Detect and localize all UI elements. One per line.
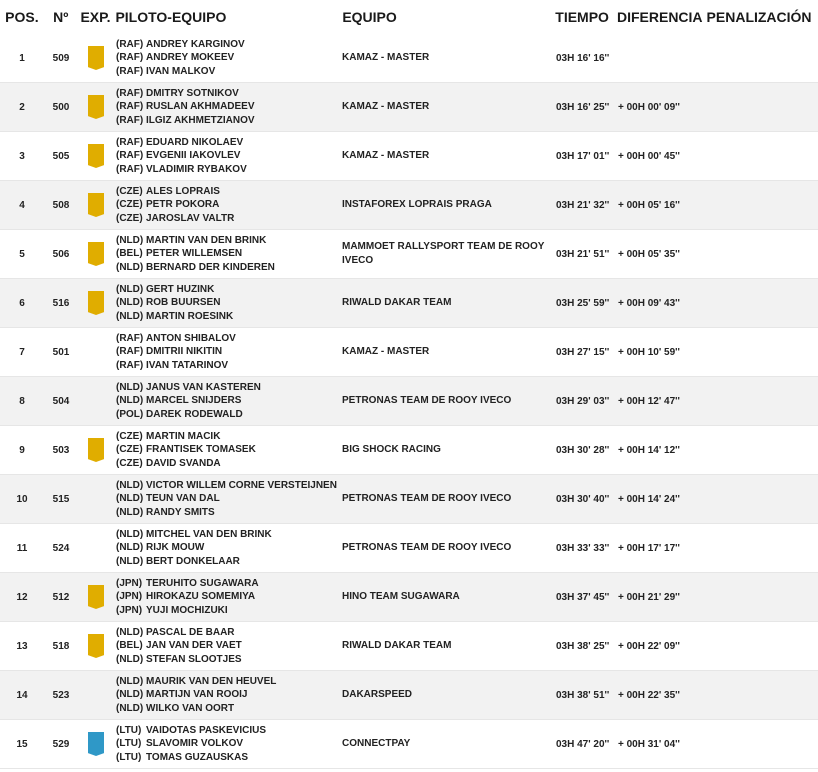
crew-member[interactable] bbox=[116, 247, 342, 261]
crew-nationality: (NLD) bbox=[116, 261, 144, 273]
crew-name: MARTIN MACIK bbox=[146, 430, 221, 442]
crew-name: VAIDOTAS PASKEVICIUS bbox=[146, 724, 267, 736]
row-exp bbox=[78, 144, 114, 168]
exp-flag-icon bbox=[88, 634, 104, 658]
crew-member[interactable] bbox=[116, 528, 342, 542]
row-team[interactable]: RIWALD DAKAR TEAM bbox=[342, 640, 452, 651]
row-difference: + 00H 17' 17'' bbox=[618, 542, 680, 554]
header-exp: EXP. bbox=[80, 9, 111, 25]
crew-name: RIJK MOUW bbox=[146, 542, 205, 554]
crew-member[interactable] bbox=[116, 198, 342, 212]
row-exp bbox=[78, 389, 114, 413]
crew-name: BERNARD DER KINDEREN bbox=[146, 261, 275, 273]
crew-name: ANDREY KARGINOV bbox=[146, 38, 245, 50]
row-number: 518 bbox=[52, 640, 70, 652]
crew-member[interactable] bbox=[116, 737, 342, 751]
row-position: 6 bbox=[19, 297, 25, 309]
crew-nationality: (JPN) bbox=[116, 604, 143, 616]
crew-nationality: (RAF) bbox=[116, 163, 144, 175]
header-pos: POS. bbox=[5, 9, 39, 25]
table-row[interactable] bbox=[0, 622, 818, 671]
crew-member[interactable] bbox=[116, 590, 342, 604]
crew-member[interactable] bbox=[116, 234, 342, 248]
row-team[interactable]: CONNECTPAY bbox=[342, 738, 411, 749]
crew-name: MARTIN VAN DEN BRINK bbox=[146, 234, 267, 246]
exp-flag-icon bbox=[88, 585, 104, 609]
exp-flag-icon bbox=[88, 46, 104, 70]
row-exp bbox=[78, 585, 114, 609]
row-difference: + 00H 22' 09'' bbox=[618, 640, 680, 652]
row-team[interactable]: KAMAZ - MASTER bbox=[342, 101, 430, 112]
table-row[interactable] bbox=[0, 671, 818, 720]
row-difference: + 00H 22' 35'' bbox=[618, 689, 680, 701]
row-number: 515 bbox=[52, 493, 70, 505]
crew-name: DAVID SVANDA bbox=[146, 457, 221, 469]
crew-member[interactable] bbox=[116, 443, 342, 457]
crew-nationality: (RAF) bbox=[116, 346, 144, 358]
crew-member[interactable] bbox=[116, 430, 342, 444]
crew-member[interactable] bbox=[116, 65, 342, 79]
crew-nationality: (RAF) bbox=[116, 359, 144, 371]
header-num: Nº bbox=[53, 9, 69, 25]
crew-name: PETR POKORA bbox=[146, 199, 220, 211]
crew-member[interactable] bbox=[116, 541, 342, 555]
row-position: 10 bbox=[16, 493, 28, 505]
row-difference: + 00H 05' 16'' bbox=[618, 199, 680, 211]
crew-nationality: (NLD) bbox=[116, 555, 144, 567]
table-row[interactable] bbox=[0, 181, 818, 230]
crew-name: WILKO VAN OORT bbox=[146, 702, 235, 714]
crew-name: MARCEL SNIJDERS bbox=[146, 395, 242, 407]
crew-member[interactable] bbox=[116, 345, 342, 359]
crew-name: EVGENII IAKOVLEV bbox=[146, 150, 241, 162]
row-team[interactable]: PETRONAS TEAM DE ROOY IVECO bbox=[342, 493, 512, 504]
row-number: 506 bbox=[52, 248, 70, 260]
crew-nationality: (JPN) bbox=[116, 591, 143, 603]
crew-member[interactable] bbox=[116, 100, 342, 114]
crew-member[interactable] bbox=[116, 626, 342, 640]
table-row[interactable] bbox=[0, 328, 818, 377]
crew-name: RUSLAN AKHMADEEV bbox=[146, 101, 255, 113]
crew-name: GERT HUZINK bbox=[146, 283, 215, 295]
row-number: 504 bbox=[52, 395, 70, 407]
crew-name: TOMAS GUZAUSKAS bbox=[146, 751, 249, 763]
row-number: 516 bbox=[52, 297, 70, 309]
crew-member[interactable] bbox=[116, 261, 342, 275]
row-crew bbox=[114, 479, 342, 520]
crew-nationality: (LTU) bbox=[116, 724, 142, 736]
crew-nationality: (CZE) bbox=[116, 199, 143, 211]
header-diff: DIFERENCIA bbox=[616, 9, 703, 25]
row-time: 03H 30' 40'' bbox=[556, 493, 610, 505]
table-row[interactable] bbox=[0, 573, 818, 622]
row-position: 13 bbox=[16, 640, 28, 652]
row-crew bbox=[114, 283, 342, 324]
crew-nationality: (NLD) bbox=[116, 626, 144, 638]
crew-member[interactable] bbox=[116, 479, 342, 493]
row-exp bbox=[78, 732, 114, 756]
crew-member[interactable] bbox=[116, 310, 342, 324]
crew-nationality: (RAF) bbox=[116, 38, 144, 50]
crew-member[interactable] bbox=[116, 577, 342, 591]
row-crew bbox=[114, 430, 342, 471]
crew-member[interactable] bbox=[116, 87, 342, 101]
crew-name: FRANTISEK TOMASEK bbox=[146, 444, 256, 456]
table-row[interactable] bbox=[0, 34, 818, 83]
row-crew bbox=[114, 626, 342, 667]
row-team[interactable]: KAMAZ - MASTER bbox=[342, 52, 430, 63]
row-difference: + 00H 14' 12'' bbox=[618, 444, 680, 456]
row-crew bbox=[114, 87, 342, 128]
table-row[interactable] bbox=[0, 426, 818, 475]
row-difference: + 00H 05' 35'' bbox=[618, 248, 680, 260]
crew-member[interactable] bbox=[116, 394, 342, 408]
row-crew bbox=[114, 577, 342, 618]
crew-nationality: (NLD) bbox=[116, 702, 144, 714]
table-row[interactable] bbox=[0, 524, 818, 573]
row-difference: + 00H 21' 29'' bbox=[618, 591, 680, 603]
row-time: 03H 29' 03'' bbox=[556, 395, 610, 407]
crew-nationality: (NLD) bbox=[116, 395, 144, 407]
row-team[interactable]: INSTAFOREX LOPRAIS PRAGA bbox=[342, 199, 492, 210]
row-team[interactable]: DAKARSPEED bbox=[342, 689, 413, 700]
crew-member[interactable] bbox=[116, 51, 342, 65]
crew-member[interactable] bbox=[116, 639, 342, 653]
crew-nationality: (NLD) bbox=[116, 675, 144, 687]
crew-nationality: (LTU) bbox=[116, 738, 142, 750]
crew-name: EDUARD NIKOLAEV bbox=[146, 136, 244, 148]
exp-flag-icon bbox=[88, 340, 104, 364]
crew-name: TEUN VAN DAL bbox=[146, 493, 220, 505]
crew-nationality: (NLD) bbox=[116, 310, 144, 322]
crew-name: ILGIZ AKHMETZIANOV bbox=[146, 114, 255, 126]
exp-flag-icon bbox=[88, 242, 104, 266]
row-number: 523 bbox=[52, 689, 70, 701]
crew-member[interactable] bbox=[116, 702, 342, 716]
crew-nationality: (CZE) bbox=[116, 185, 143, 197]
crew-name: PASCAL DE BAAR bbox=[146, 626, 235, 638]
row-position: 14 bbox=[16, 689, 28, 701]
row-number: 501 bbox=[52, 346, 70, 358]
crew-nationality: (RAF) bbox=[116, 101, 144, 113]
row-position: 15 bbox=[16, 738, 28, 750]
crew-name: BERT DONKELAAR bbox=[146, 555, 240, 567]
crew-nationality: (NLD) bbox=[116, 542, 144, 554]
crew-member[interactable] bbox=[116, 751, 342, 765]
exp-flag-icon bbox=[88, 487, 104, 511]
crew-nationality: (BEL) bbox=[116, 248, 143, 260]
row-time: 03H 16' 16'' bbox=[556, 52, 610, 64]
row-exp bbox=[78, 291, 114, 315]
crew-name: ALES LOPRAIS bbox=[146, 185, 220, 197]
crew-nationality: (NLD) bbox=[116, 479, 144, 491]
crew-nationality: (NLD) bbox=[116, 653, 144, 665]
row-exp bbox=[78, 438, 114, 462]
crew-member[interactable] bbox=[116, 332, 342, 346]
crew-name: DMITRY SOTNIKOV bbox=[146, 87, 239, 99]
row-exp bbox=[78, 193, 114, 217]
crew-nationality: (NLD) bbox=[116, 493, 144, 505]
crew-nationality: (RAF) bbox=[116, 136, 144, 148]
row-position: 9 bbox=[19, 444, 25, 456]
row-crew bbox=[114, 234, 342, 275]
crew-name: DAREK RODEWALD bbox=[146, 408, 243, 420]
crew-member[interactable] bbox=[116, 604, 342, 618]
crew-name: STEFAN SLOOTJES bbox=[146, 653, 242, 665]
crew-name: JANUS VAN KASTEREN bbox=[146, 381, 261, 393]
row-position: 5 bbox=[19, 248, 25, 260]
row-exp bbox=[78, 634, 114, 658]
crew-name: ANDREY MOKEEV bbox=[146, 52, 235, 64]
crew-name: VICTOR WILLEM CORNE VERSTEIJNEN bbox=[146, 479, 337, 491]
crew-member[interactable] bbox=[116, 457, 342, 471]
row-time: 03H 27' 15'' bbox=[556, 346, 610, 358]
table-body bbox=[0, 34, 818, 769]
row-time: 03H 25' 59'' bbox=[556, 297, 610, 309]
crew-name: MITCHEL VAN DEN BRINK bbox=[146, 528, 272, 540]
crew-name: MARTIJN VAN ROOIJ bbox=[146, 689, 248, 701]
crew-name: DMITRII NIKITIN bbox=[146, 346, 223, 358]
row-team[interactable]: PETRONAS TEAM DE ROOY IVECO bbox=[342, 395, 512, 406]
row-exp bbox=[78, 242, 114, 266]
crew-nationality: (JPN) bbox=[116, 577, 143, 589]
row-position: 3 bbox=[19, 150, 25, 162]
table-row[interactable] bbox=[0, 230, 818, 279]
row-crew bbox=[114, 332, 342, 373]
crew-name: IVAN TATARINOV bbox=[146, 359, 229, 371]
crew-nationality: (RAF) bbox=[116, 52, 144, 64]
crew-member[interactable] bbox=[116, 506, 342, 520]
row-time: 03H 37' 45'' bbox=[556, 591, 610, 603]
row-position: 11 bbox=[16, 542, 28, 554]
table-row[interactable] bbox=[0, 83, 818, 132]
crew-nationality: (NLD) bbox=[116, 381, 144, 393]
row-team[interactable]: PETRONAS TEAM DE ROOY IVECO bbox=[342, 542, 512, 553]
table-row[interactable] bbox=[0, 377, 818, 426]
crew-member[interactable] bbox=[116, 555, 342, 569]
crew-member[interactable] bbox=[116, 136, 342, 150]
crew-nationality: (NLD) bbox=[116, 528, 144, 540]
crew-member[interactable] bbox=[116, 359, 342, 373]
row-crew bbox=[114, 675, 342, 716]
row-crew bbox=[114, 38, 342, 79]
crew-member[interactable] bbox=[116, 492, 342, 506]
row-number: 508 bbox=[52, 199, 70, 211]
row-exp bbox=[78, 536, 114, 560]
row-number: 512 bbox=[52, 591, 70, 603]
crew-nationality: (LTU) bbox=[116, 751, 142, 763]
crew-member[interactable] bbox=[116, 114, 342, 128]
crew-name: HIROKAZU SOMEMIYA bbox=[146, 591, 256, 603]
row-team[interactable]: MAMMOET RALLYSPORT TEAM DE ROOY IVECO bbox=[342, 241, 545, 266]
row-difference: + 00H 10' 59'' bbox=[618, 346, 680, 358]
row-exp bbox=[78, 95, 114, 119]
exp-flag-icon bbox=[88, 683, 104, 707]
row-position: 4 bbox=[19, 199, 25, 211]
row-time: 03H 33' 33'' bbox=[556, 542, 610, 554]
header-time: TIEMPO bbox=[555, 9, 609, 25]
crew-nationality: (RAF) bbox=[116, 332, 144, 344]
row-number: 529 bbox=[52, 738, 70, 750]
row-difference: + 00H 00' 45'' bbox=[618, 150, 680, 162]
row-team[interactable]: KAMAZ - MASTER bbox=[342, 150, 430, 161]
exp-flag-icon bbox=[88, 291, 104, 315]
crew-nationality: (NLD) bbox=[116, 506, 144, 518]
crew-member[interactable] bbox=[116, 212, 342, 226]
row-exp bbox=[78, 46, 114, 70]
crew-name: MARTIN ROESINK bbox=[146, 310, 234, 322]
row-team[interactable]: KAMAZ - MASTER bbox=[342, 346, 430, 357]
row-time: 03H 21' 32'' bbox=[556, 199, 610, 211]
row-team[interactable]: RIWALD DAKAR TEAM bbox=[342, 297, 452, 308]
crew-nationality: (BEL) bbox=[116, 640, 143, 652]
row-difference: + 00H 12' 47'' bbox=[618, 395, 680, 407]
exp-flag-icon bbox=[88, 193, 104, 217]
exp-flag-icon bbox=[88, 144, 104, 168]
row-number: 503 bbox=[52, 444, 70, 456]
crew-name: IVAN MALKOV bbox=[146, 65, 216, 77]
crew-name: VLADIMIR RYBAKOV bbox=[146, 163, 247, 175]
header-penalty: PENALIZACIÓN bbox=[706, 9, 812, 25]
row-crew bbox=[114, 185, 342, 226]
row-crew bbox=[114, 136, 342, 177]
row-position: 7 bbox=[19, 346, 25, 358]
row-position: 8 bbox=[19, 395, 25, 407]
row-crew bbox=[114, 381, 342, 422]
crew-member[interactable] bbox=[116, 283, 342, 297]
row-difference: + 00H 00' 09'' bbox=[618, 101, 680, 113]
crew-member[interactable] bbox=[116, 408, 342, 422]
crew-nationality: (CZE) bbox=[116, 444, 143, 456]
crew-name: YUJI MOCHIZUKI bbox=[146, 604, 228, 616]
crew-name: MAURIK VAN DEN HEUVEL bbox=[146, 675, 277, 687]
row-difference: + 00H 31' 04'' bbox=[618, 738, 680, 750]
crew-member[interactable] bbox=[116, 688, 342, 702]
crew-nationality: (NLD) bbox=[116, 297, 144, 309]
row-number: 509 bbox=[52, 52, 70, 64]
row-number: 524 bbox=[52, 542, 70, 554]
table-row[interactable] bbox=[0, 720, 818, 769]
row-number: 500 bbox=[52, 101, 70, 113]
crew-nationality: (CZE) bbox=[116, 457, 143, 469]
row-position: 12 bbox=[16, 591, 28, 603]
crew-member[interactable] bbox=[116, 381, 342, 395]
crew-member[interactable] bbox=[116, 296, 342, 310]
row-time: 03H 38' 25'' bbox=[556, 640, 610, 652]
row-position: 1 bbox=[19, 52, 25, 64]
row-time: 03H 16' 25'' bbox=[556, 101, 610, 113]
crew-nationality: (RAF) bbox=[116, 150, 144, 162]
row-crew bbox=[114, 528, 342, 569]
row-difference: + 00H 14' 24'' bbox=[618, 493, 680, 505]
exp-flag-icon bbox=[88, 95, 104, 119]
crew-member[interactable] bbox=[116, 149, 342, 163]
row-exp bbox=[78, 683, 114, 707]
crew-nationality: (RAF) bbox=[116, 114, 144, 126]
row-exp bbox=[78, 340, 114, 364]
crew-nationality: (RAF) bbox=[116, 87, 144, 99]
row-time: 03H 47' 20'' bbox=[556, 738, 610, 750]
exp-flag-icon bbox=[88, 389, 104, 413]
crew-member[interactable] bbox=[116, 724, 342, 738]
exp-flag-icon bbox=[88, 438, 104, 462]
row-team[interactable]: BIG SHOCK RACING bbox=[342, 444, 441, 455]
crew-member[interactable] bbox=[116, 675, 342, 689]
row-time: 03H 38' 51'' bbox=[556, 689, 610, 701]
row-position: 2 bbox=[19, 101, 25, 113]
row-difference: + 00H 09' 43'' bbox=[618, 297, 680, 309]
row-number: 505 bbox=[52, 150, 70, 162]
crew-name: TERUHITO SUGAWARA bbox=[146, 577, 259, 589]
crew-member[interactable] bbox=[116, 38, 342, 52]
crew-nationality: (POL) bbox=[116, 408, 144, 420]
crew-nationality: (NLD) bbox=[116, 234, 144, 246]
crew-nationality: (NLD) bbox=[116, 689, 144, 701]
crew-name: RANDY SMITS bbox=[146, 506, 215, 518]
crew-member[interactable] bbox=[116, 163, 342, 177]
crew-name: JAN VAN DER VAET bbox=[146, 640, 242, 652]
row-team[interactable]: HINO TEAM SUGAWARA bbox=[342, 591, 460, 602]
exp-flag-icon bbox=[88, 732, 104, 756]
crew-nationality: (CZE) bbox=[116, 430, 143, 442]
crew-nationality: (NLD) bbox=[116, 283, 144, 295]
header-team: EQUIPO bbox=[342, 9, 397, 25]
crew-member[interactable] bbox=[116, 185, 342, 199]
crew-member[interactable] bbox=[116, 653, 342, 667]
crew-name: JAROSLAV VALTR bbox=[146, 212, 235, 224]
row-time: 03H 21' 51'' bbox=[556, 248, 610, 260]
table-row[interactable] bbox=[0, 132, 818, 181]
row-time: 03H 30' 28'' bbox=[556, 444, 610, 456]
crew-name: ANTON SHIBALOV bbox=[146, 332, 236, 344]
crew-name: ROB BUURSEN bbox=[146, 297, 221, 309]
header-pilot: PILOTO-EQUIPO bbox=[115, 9, 227, 25]
table-row[interactable] bbox=[0, 475, 818, 524]
table-row[interactable] bbox=[0, 279, 818, 328]
table-header bbox=[0, 0, 818, 34]
row-exp bbox=[78, 487, 114, 511]
row-crew bbox=[114, 724, 342, 765]
crew-nationality: (RAF) bbox=[116, 65, 144, 77]
row-time: 03H 17' 01'' bbox=[556, 150, 610, 162]
exp-flag-icon bbox=[88, 536, 104, 560]
crew-nationality: (CZE) bbox=[116, 212, 143, 224]
crew-name: PETER WILLEMSEN bbox=[146, 248, 243, 260]
crew-name: SLAVOMIR VOLKOV bbox=[146, 738, 244, 750]
